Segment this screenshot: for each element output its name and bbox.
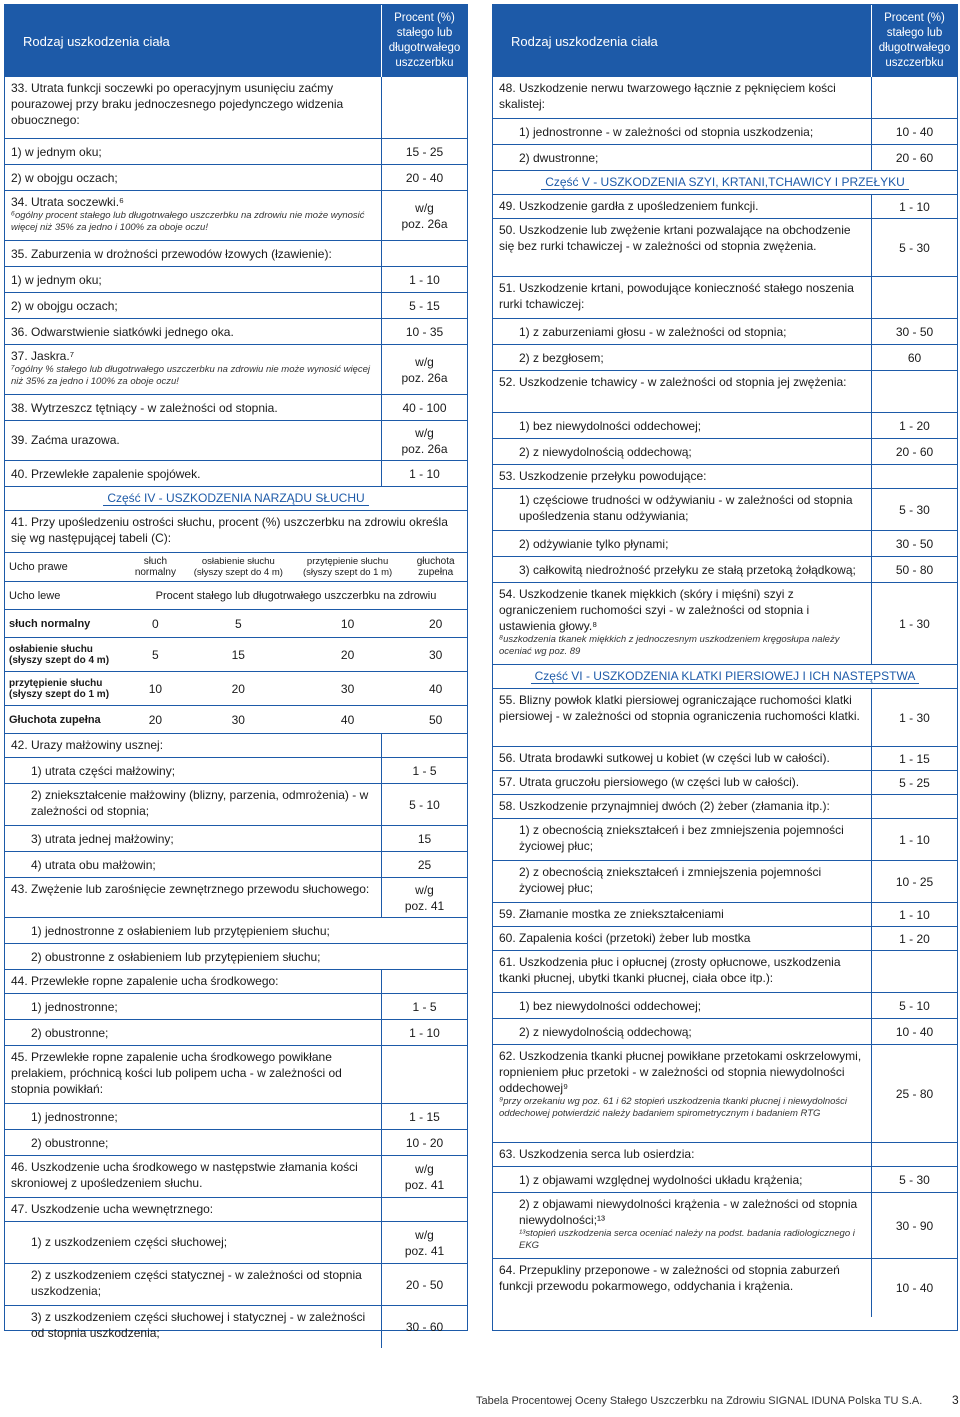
- table-row: 58. Uszkodzenie przynajmniej dwóch (2) żeber (złamania itp.):: [493, 795, 957, 819]
- table-row: 62. Uszkodzenia tkanki płucnej powikłane przetokami oskrzelowymi, ropnieniem płuc przetoki - w zależności od stopnia niewydolności oddechowej⁹ ⁹przy orzekaniu wg poz. 61 i 62 stopień uszkodzenia tkanki płucnej i niewydolności oddechowej potwierdzić należy badaniem spirometrycznym i badaniem RTG 25 - 80: [493, 1045, 957, 1143]
- table-row: 1) z uszkodzeniem części słuchowej; w/g poz. 41: [5, 1222, 467, 1264]
- table-row: 57. Utrata gruczołu piersiowego (w części lub w całości). 5 - 25: [493, 771, 957, 795]
- table-row: 2) obustronne; 10 - 20: [5, 1130, 467, 1156]
- table-row: 48. Uszkodzenie nerwu twarzowego łącznie z pęknięciem kości skalistej:: [493, 77, 957, 119]
- table-row: 37. Jaskra.⁷ ⁷ogólny % stałego lub długotrwałego uszczerbku na zdrowiu nie może wynosić więcej niż 35% za jedno i 100% za oboje oczu! w/g poz. 26a: [5, 345, 467, 395]
- table-row: 2) obustronne; 1 - 10: [5, 1020, 467, 1046]
- table-header: [5, 5, 467, 77]
- table-row: 34. Utrata soczewki.⁶ ⁶ogólny procent stałego lub długotrwałego uszczerbku na zdrowiu nie może wynosić więcej niż 35% za jedno i 100% za oboje oczu! w/g poz. 26a: [5, 191, 467, 241]
- table-row: 2) obustronne z osłabieniem lub przytępieniem słuchu;: [5, 944, 467, 970]
- table-row: 64. Przepukliny przeponowe - w zależności od stopnia zaburzeń funkcji przewodu pokarmowego, oddychania i krążenia. 10 - 40: [493, 1259, 957, 1317]
- table-row: 3) utrata jednej małżowiny; 15: [5, 826, 467, 852]
- table-row: 1) częściowe trudności w odżywianiu - w zależności od stopnia upośledzenia stanu odżywiania; 5 - 30: [493, 489, 957, 531]
- table-row: 4) utrata obu małżowin; 25: [5, 852, 467, 878]
- table-row: 2) z niewydolnością oddechową; 20 - 60: [493, 439, 957, 465]
- table-row: 43. Zwężenie lub zarośnięcie zewnętrznego przewodu słuchowego: w/g poz. 41: [5, 878, 467, 918]
- table-row: 1) jednostronne z osłabieniem lub przytępieniem słuchu;: [5, 918, 467, 944]
- table-row: 41. Przy upośledzeniu ostrości słuchu, procent (%) uszczerbku na zdrowiu określa się wg następującej tabeli (C):: [5, 511, 467, 553]
- rows: [493, 77, 957, 1317]
- table-row: 39. Zaćma urazowa. w/g poz. 26a: [5, 421, 467, 461]
- hearing-table: Ucho prawe słuch normalny osłabienie słuchu (słyszy szept do 4 m) przytępienie słuchu (słyszy szept do 1 m) głuchota zupełna Ucho lewe Procent stałego lub długotrwałego uszczerbku na zdrowiu słuch normalny 0 5 10 20 osłabienie słuchu (słyszy szept do 4 m) 5 15 20 30 przytępienie słuchu (słyszy szept do 1 m) 10 20 30 40 Głuchota zupełna 20 30 40 50: [5, 553, 467, 734]
- table-row: 3) całkowitą niedrożność przełyku ze stałą przetoką żołądkową; 50 - 80: [493, 557, 957, 583]
- table-row: 63. Uszkodzenia serca lub osierdzia:: [493, 1143, 957, 1167]
- right-table: [492, 4, 958, 1331]
- table-row: 2) z obecnością zniekształceń i zmniejszenia pojemności życiowej płuc; 10 - 25: [493, 861, 957, 903]
- table-row: 3) z uszkodzeniem części słuchowej i statycznej - w zależności od stopnia uszkodzenia; 30 - 60: [5, 1306, 467, 1348]
- table-row: 53. Uszkodzenie przełyku powodujące:: [493, 465, 957, 489]
- table-row: 1) w jednym oku; 15 - 25: [5, 139, 467, 165]
- section-heading: Część IV - USZKODZENIA NARZĄDU SŁUCHU: [5, 487, 467, 511]
- table-row: 1) utrata części małżowiny; 1 - 5: [5, 758, 467, 784]
- pct-title: Procent (%) stałego lub długotrwałego uszczerbku: [381, 5, 467, 77]
- table-row: 1) bez niewydolności oddechowej; 5 - 10: [493, 993, 957, 1019]
- table-row: 59. Złamanie mostka ze zniekształceniami 1 - 10: [493, 903, 957, 927]
- table-row: 1) w jednym oku; 1 - 10: [5, 267, 467, 293]
- table-row: 49. Uszkodzenie gardła z upośledzeniem funkcji. 1 - 10: [493, 195, 957, 219]
- table-row: 2) zniekształcenie małżowiny (blizny, parzenia, odmrożenia) - w zależności od stopnia; 5 - 10: [5, 784, 467, 826]
- table-row: 33. Utrata funkcji soczewki po operacyjnym usunięciu zaćmy pourazowej przy braku jednoczesnego pojedynczego widzenia obuocznego:: [5, 77, 467, 139]
- table-row: 2) z bezgłosem; 60: [493, 345, 957, 371]
- table-row: 2) z uszkodzeniem części statycznej - w zależności od stopnia uszkodzenia; 20 - 50: [5, 1264, 467, 1306]
- table-row: 2) z objawami niewydolności krążenia - w zależności od stopnia niewydolności;¹³ ¹³stopień uszkodzenia serca oceniać należy na podst. badania radiologicznego i EKG 30 - 90: [493, 1193, 957, 1259]
- table-row: 38. Wytrzeszcz tętniący - w zależności od stopnia. 40 - 100: [5, 395, 467, 421]
- table-row: 2) w obojgu oczach; 5 - 15: [5, 293, 467, 319]
- table-row: 45. Przewlekłe ropne zapalenie ucha środkowego powikłane prelakiem, próchnicą kości lub polipem ucha - w zależności od stopnia powikłań:: [5, 1046, 467, 1104]
- table-row: 56. Utrata brodawki sutkowej u kobiet (w części lub w całości). 1 - 15: [493, 747, 957, 771]
- table-row: 51. Uszkodzenie krtani, powodujące konieczność stałego noszenia rurki tchawiczej:: [493, 277, 957, 319]
- table-row: 2) w obojgu oczach; 20 - 40: [5, 165, 467, 191]
- table-row: 47. Uszkodzenie ucha wewnętrznego:: [5, 1198, 467, 1222]
- table-header: [493, 5, 957, 77]
- table-row: 2) odżywianie tylko płynami; 30 - 50: [493, 531, 957, 557]
- rows: [5, 77, 467, 1348]
- table-row: 1) jednostronne - w zależności od stopnia uszkodzenia; 10 - 40: [493, 119, 957, 145]
- table-row: 61. Uszkodzenia płuc i opłucnej (zrosty opłucnowe, uszkodzenia tkanki płucnej, ubytki tkanki płucnej, ciała obce itp.):: [493, 951, 957, 993]
- pct-title: Procent (%) stałego lub długotrwałego uszczerbku: [871, 5, 957, 77]
- table-row: 1) z zaburzeniami głosu - w zależności od stopnia; 30 - 50: [493, 319, 957, 345]
- page-number: 3: [952, 1393, 959, 1407]
- table-row: 54. Uszkodzenie tkanek miękkich (skóry i mięśni) szyi z ograniczeniem ruchomości szyi - w zależności od stopnia i ustawienia głowy.⁸ ⁸uszkodzenia tkanek miękkich z jednoczesnym uszkodzeniem kręgosłupa należy oceniać wg poz. 89 1 - 30: [493, 583, 957, 665]
- col-title: Rodzaj uszkodzenia ciała: [23, 33, 170, 49]
- table-row: 44. Przewlekłe ropne zapalenie ucha środkowego:: [5, 970, 467, 994]
- section-heading: Część VI - USZKODZENIA KLATKI PIERSIOWEJ I ICH NASTĘPSTWA: [493, 665, 957, 689]
- table-row: 2) z niewydolnością oddechową; 10 - 40: [493, 1019, 957, 1045]
- table-row: 46. Uszkodzenie ucha środkowego w następstwie złamania kości skroniowej z upośledzeniem słuchu. w/g poz. 41: [5, 1156, 467, 1198]
- table-row: 1) bez niewydolności oddechowej; 1 - 20: [493, 413, 957, 439]
- table-row: 60. Zapalenia kości (przetoki) żeber lub mostka 1 - 20: [493, 927, 957, 951]
- table-row: 50. Uszkodzenie lub zwężenie krtani pozwalające na obchodzenie się bez rurki tchawiczej - w zależności od stopnia zwężenia. 5 - 30: [493, 219, 957, 277]
- table-row: 42. Urazy małżowiny usznej:: [5, 734, 467, 758]
- left-table: [4, 4, 468, 1340]
- page-footer: Tabela Procentowej Oceny Stałego Uszczerbku na Zdrowiu SIGNAL IDUNA Polska TU S.A.: [476, 1395, 923, 1407]
- table-row: 1) z obecnością zniekształceń i bez zmniejszenia pojemności życiowej płuc; 1 - 10: [493, 819, 957, 861]
- table-row: 40. Przewlekłe zapalenie spojówek. 1 - 10: [5, 461, 467, 487]
- table-row: 55. Blizny powłok klatki piersiowej ograniczające ruchomości klatki piersiowej - w zależności od stopnia ograniczenia ruchomości klatki. 1 - 30: [493, 689, 957, 747]
- table-row: 52. Uszkodzenie tchawicy - w zależności od stopnia jej zwężenia:: [493, 371, 957, 413]
- section-heading: Część V - USZKODZENIA SZYI, KRTANI,TCHAWICY I PRZEŁYKU: [493, 171, 957, 195]
- table-row: 1) jednostronne; 1 - 5: [5, 994, 467, 1020]
- table-row: 35. Zaburzenia w drożności przewodów łzowych (łzawienie):: [5, 241, 467, 267]
- col-title: Rodzaj uszkodzenia ciała: [511, 33, 658, 49]
- table-row: 1) z objawami względnej wydolności układu krążenia; 5 - 30: [493, 1167, 957, 1193]
- table-row: 1) jednostronne; 1 - 15: [5, 1104, 467, 1130]
- table-row: 36. Odwarstwienie siatkówki jednego oka. 10 - 35: [5, 319, 467, 345]
- table-row: 2) dwustronne; 20 - 60: [493, 145, 957, 171]
